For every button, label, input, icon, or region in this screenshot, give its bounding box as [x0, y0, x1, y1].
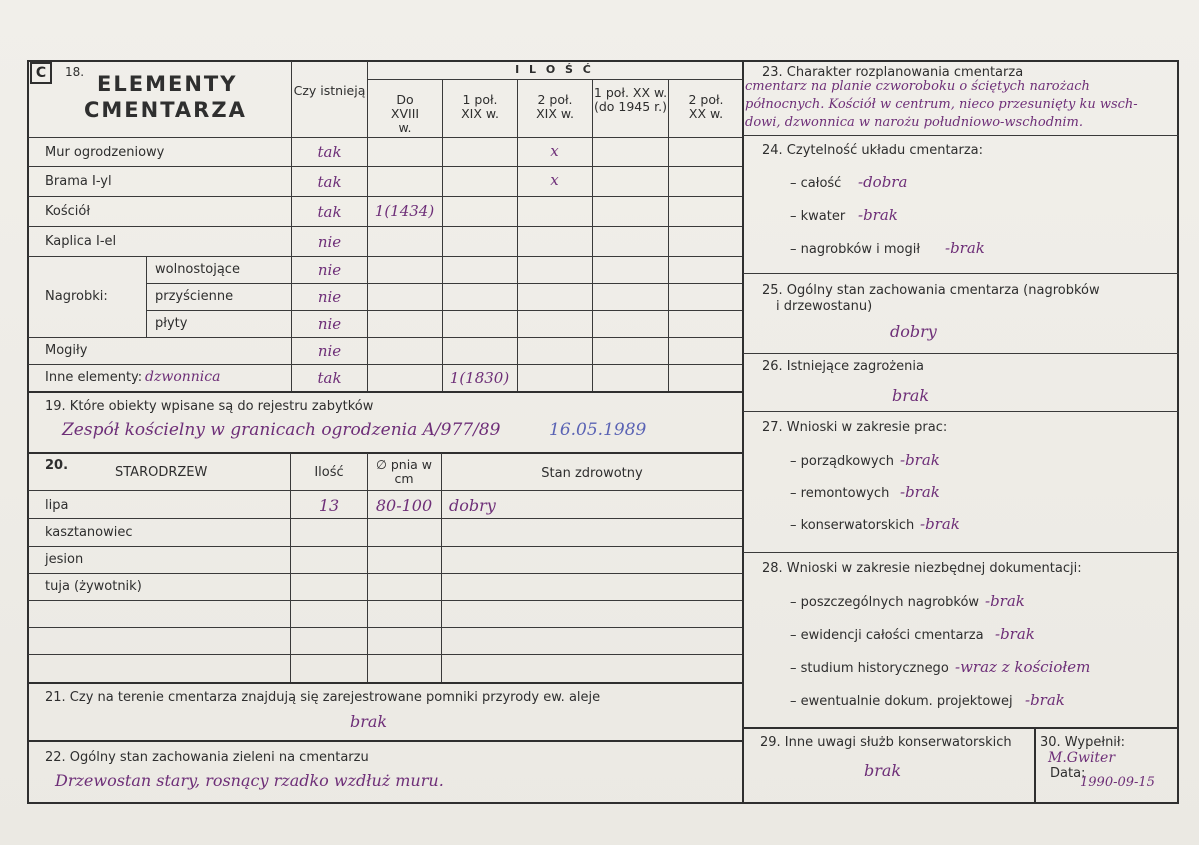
s27-label: 27. Wnioski w zakresie prac:	[762, 420, 948, 435]
s20-col-qty: Ilość	[314, 465, 344, 480]
table18-vline	[442, 79, 443, 391]
element-exists: nie	[317, 342, 342, 360]
tree-diam: 80-100	[375, 496, 433, 515]
element-exists: tak	[317, 203, 342, 221]
period-header: 1 poł. XX w. (do 1945 r.)	[593, 85, 668, 114]
table20-vline	[441, 453, 442, 682]
tree-qty: 13	[318, 496, 340, 515]
element-period-value: 1(1830)	[449, 369, 510, 387]
tree-health: dobry	[449, 496, 496, 515]
nagrobki-group-label: Nagrobki:	[45, 289, 108, 304]
table20-hline	[28, 546, 742, 547]
s29-s30-divider	[1034, 728, 1036, 803]
period-header: 1 poł. XIX w.	[461, 92, 499, 121]
tree-name: lipa	[45, 498, 69, 513]
tree-name: jesion	[45, 552, 84, 567]
table18-hline	[28, 364, 742, 365]
table18-hline	[146, 310, 742, 311]
table18-hline	[28, 226, 742, 227]
s20-number: 20.	[45, 458, 69, 473]
s29-value: brak	[864, 761, 902, 780]
right-section-divider	[743, 353, 1179, 354]
section-18-number: 18.	[65, 65, 85, 79]
table18-hline	[146, 283, 742, 284]
tree-name: tuja (żywotnik)	[45, 579, 142, 594]
s23-line: cmentarz na planie czworoboku o ściętych narożach	[745, 79, 1090, 94]
s26-value: brak	[892, 386, 930, 405]
table20-hline	[28, 573, 742, 574]
s24-item-value: -brak	[945, 239, 985, 257]
table18-hline	[28, 137, 742, 138]
table20-hline	[28, 627, 742, 628]
table20-vline	[367, 453, 368, 682]
element-exists: tak	[317, 369, 342, 387]
table20-hline	[28, 654, 742, 655]
element-period-mark: x	[550, 142, 559, 160]
s25-label-line2: i drzewostanu)	[776, 299, 873, 314]
s27-item-value: -brak	[920, 515, 960, 533]
s28-item-value: -brak	[1025, 691, 1065, 709]
s27-item-label: – remontowych	[790, 486, 890, 501]
right-section-divider	[743, 411, 1179, 412]
s19-value: Zespół kościelny w granicach ogrodzenia A/977/89	[62, 420, 501, 440]
table18-hline	[28, 337, 742, 338]
main-divider	[742, 61, 744, 803]
s28-item-label: – studium historycznego	[790, 661, 949, 676]
s24-item-value: -dobra	[858, 173, 908, 191]
s23-line: dowi, dzwonnica w narożu południowo-wschodnim.	[745, 115, 1084, 130]
element-label: przyścienne	[155, 289, 234, 304]
element-period-mark: x	[550, 171, 559, 189]
element-label: Inne elementy:	[45, 370, 143, 385]
s28-item-label: – poszczególnych nagrobków	[790, 595, 980, 610]
s25-value: dobry	[890, 322, 937, 341]
right-section-divider	[743, 135, 1179, 136]
element-label: Kaplica I-el	[45, 234, 117, 249]
s19-date: 16.05.1989	[549, 420, 647, 440]
nagrobki-divider	[146, 256, 147, 337]
table20-hline	[28, 518, 742, 519]
section-divider	[28, 740, 743, 742]
section-code-box: C	[30, 62, 52, 84]
s24-item-label: – całość	[790, 176, 842, 191]
s28-item-label: – ewidencji całości cmentarza	[790, 628, 984, 643]
element-exists: nie	[317, 315, 342, 333]
s24-item-label: – nagrobków i mogił	[790, 242, 921, 257]
s24-label: 24. Czytelność układu cmentarza:	[762, 143, 984, 158]
period-header: 2 poł. XX w.	[688, 92, 724, 121]
s30-date: 1990-09-15	[1080, 775, 1155, 790]
element-period-value: 1(1434)	[374, 202, 435, 220]
s19-label: 19. Które obiekty wpisane są do rejestru zabytków	[45, 399, 374, 414]
s24-item-value: -brak	[858, 206, 898, 224]
element-label: płyty	[155, 316, 188, 331]
s26-label: 26. Istniejące zagrożenia	[762, 359, 924, 374]
col-quantity-header: I L O Ś Ć	[515, 63, 594, 76]
table18-hline	[28, 196, 742, 197]
title-line1: ELEMENTY	[97, 72, 238, 96]
table18-hline	[28, 166, 742, 167]
element-label: wolnostojące	[155, 262, 240, 277]
s30-name: M.Gwiter	[1048, 750, 1116, 766]
s23-label: 23. Charakter rozplanowania cmentarza	[762, 65, 1024, 80]
s21-value: brak	[350, 712, 388, 731]
table20-vline	[290, 453, 291, 682]
s23-line: północnych. Kościół w centrum, nieco przesunięty ku wsch-	[745, 97, 1138, 112]
element-label: Kościół	[45, 204, 91, 219]
table18-vline	[517, 79, 518, 391]
s30-date-label: Data:	[1050, 766, 1086, 781]
table18-vline	[668, 79, 669, 391]
element-exists: nie	[317, 261, 342, 279]
s28-item-value: -wraz z kościołem	[955, 658, 1091, 676]
s29-label: 29. Inne uwagi służb konserwatorskich	[760, 735, 1012, 750]
s22-value: Drzewostan stary, rosnący rzadko wzdłuż muru.	[55, 771, 444, 790]
s28-item-value: -brak	[995, 625, 1035, 643]
table18-vline	[592, 79, 593, 391]
s27-item-value: -brak	[900, 451, 940, 469]
ilosc-underline	[367, 79, 742, 80]
section-divider	[28, 391, 743, 393]
s27-item-label: – porządkowych	[790, 454, 894, 469]
section-divider	[28, 682, 743, 684]
right-section-divider	[743, 727, 1179, 729]
element-exists: nie	[317, 288, 342, 306]
element-label: Mogiły	[45, 343, 88, 358]
section-divider	[28, 452, 743, 454]
s28-item-label: – ewentualnie dokum. projektowej	[790, 694, 1013, 709]
s28-item-value: -brak	[985, 592, 1025, 610]
right-section-divider	[743, 273, 1179, 274]
s20-col-health: Stan zdrowotny	[541, 466, 643, 481]
element-label: Mur ogrodzeniowy	[45, 145, 165, 160]
element-extra: dzwonnica	[145, 369, 221, 385]
s25-label-line1: 25. Ogólny stan zachowania cmentarza (nagrobków	[762, 283, 1100, 298]
element-exists: nie	[317, 233, 342, 251]
s27-item-label: – konserwatorskich	[790, 518, 915, 533]
title-line2: CMENTARZA	[84, 98, 247, 122]
s30-label: 30. Wypełnił:	[1040, 735, 1125, 750]
table18-hline	[28, 256, 742, 257]
element-exists: tak	[317, 143, 342, 161]
period-header: 2 poł. XIX w.	[536, 92, 574, 121]
table20-hline	[28, 490, 742, 491]
tree-name: kasztanowiec	[45, 525, 133, 540]
period-header: Do XVIII w.	[390, 92, 420, 135]
element-exists: tak	[317, 173, 342, 191]
s27-item-value: -brak	[900, 483, 940, 501]
s22-label: 22. Ogólny stan zachowania zieleni na cmentarzu	[45, 750, 369, 765]
table20-hline	[28, 600, 742, 601]
right-section-divider	[743, 552, 1179, 553]
s24-item-label: – kwater	[790, 209, 846, 224]
s20-title: STARODRZEW	[115, 465, 208, 480]
col-exists-header: Czy istnieją	[293, 83, 366, 98]
s21-label: 21. Czy na terenie cmentarza znajdują się zarejestrowane pomniki przyrody ew. aleje	[45, 690, 601, 705]
s28-label: 28. Wnioski w zakresie niezbędnej dokumentacji:	[762, 561, 1082, 576]
s20-col-diam: ∅ pnia w cm	[375, 457, 433, 486]
element-label: Brama I-yl	[45, 174, 112, 189]
